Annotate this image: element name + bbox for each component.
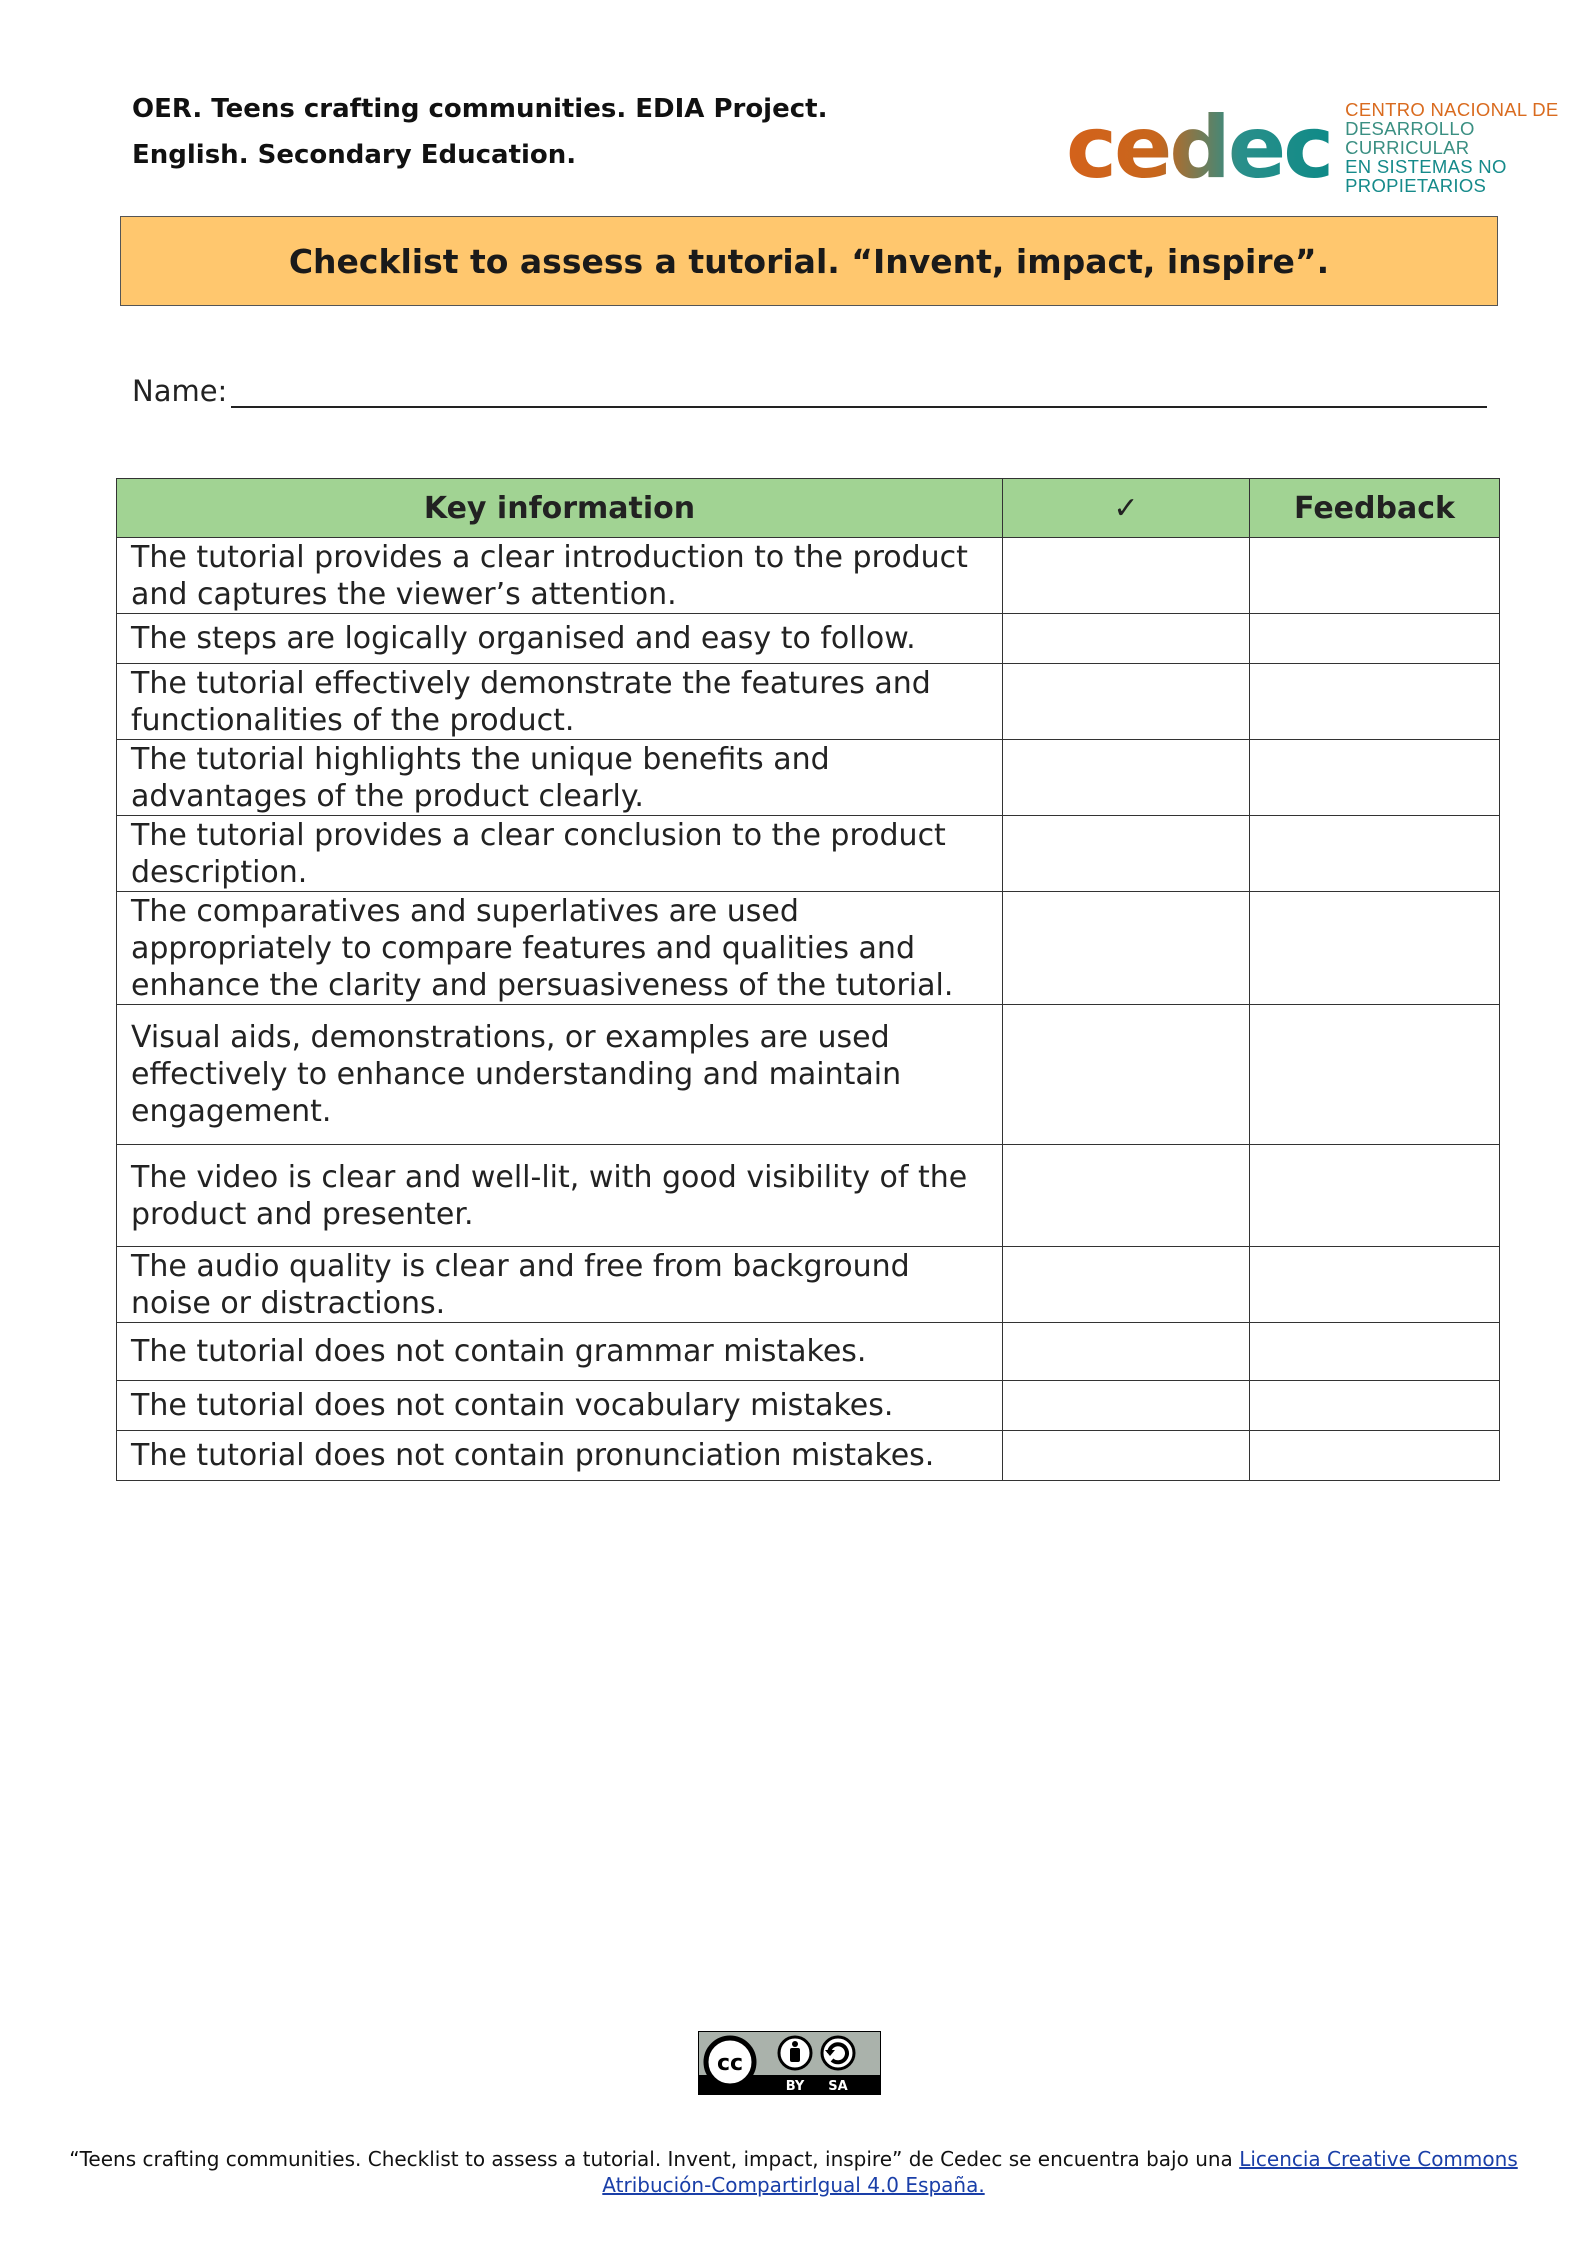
- document-title: Checklist to assess a tutorial. “Invent, impact, inspire”.: [120, 216, 1498, 306]
- feedback-cell[interactable]: [1250, 1323, 1500, 1381]
- cc-label: cc: [716, 2051, 744, 2076]
- check-cell[interactable]: [1003, 740, 1250, 816]
- feedback-cell[interactable]: [1250, 1247, 1500, 1323]
- name-blank-line[interactable]: [231, 376, 1487, 408]
- header-line-2: English. Secondary Education.: [132, 140, 577, 170]
- table-row: [117, 1431, 1500, 1481]
- table-row: [117, 1005, 1500, 1145]
- key-information-cell: The audio quality is clear and free from background noise or distractions.: [117, 1247, 1003, 1323]
- feedback-cell[interactable]: [1250, 816, 1500, 892]
- feedback-cell[interactable]: [1250, 538, 1500, 614]
- key-information-cell: The tutorial provides a clear introduction to the product and captures the viewer’s attention.: [117, 538, 1003, 614]
- header-line-1: OER. Teens crafting communities. EDIA Project.: [132, 94, 828, 124]
- cedec-logo: [1066, 97, 1587, 198]
- feedback-cell[interactable]: [1250, 892, 1500, 1005]
- table-row: [117, 614, 1500, 664]
- name-field: [132, 374, 1487, 408]
- feedback-cell[interactable]: [1250, 1431, 1500, 1481]
- table-row: [117, 740, 1500, 816]
- key-information-cell: The tutorial highlights the unique benefits and advantages of the product clearly.: [117, 740, 1003, 816]
- table-row: [117, 664, 1500, 740]
- sa-label: SA: [828, 2079, 848, 2094]
- license-link-continued[interactable]: Atribución-CompartirIgual 4.0 España.: [602, 2173, 985, 2197]
- table-row: [117, 816, 1500, 892]
- name-label: Name:: [132, 374, 228, 408]
- license-link[interactable]: Licencia Creative Commons: [1239, 2147, 1518, 2171]
- table-header-row: [117, 479, 1500, 538]
- feedback-cell[interactable]: [1250, 664, 1500, 740]
- key-information-cell: The video is clear and well-lit, with good visibility of the product and presenter.: [117, 1145, 1003, 1247]
- key-information-cell: The tutorial provides a clear conclusion to the product description.: [117, 816, 1003, 892]
- key-information-cell: The tutorial does not contain pronunciation mistakes.: [117, 1431, 1003, 1481]
- license-footer: [60, 2146, 1527, 2198]
- check-cell[interactable]: [1003, 614, 1250, 664]
- document-header: [132, 86, 827, 178]
- cc-by-sa-badge-icon[interactable]: [698, 2031, 881, 2095]
- table-row: [117, 892, 1500, 1005]
- check-cell[interactable]: [1003, 538, 1250, 614]
- check-cell[interactable]: [1003, 664, 1250, 740]
- key-information-cell: The tutorial effectively demonstrate the features and functionalities of the product.: [117, 664, 1003, 740]
- table-row: [117, 1381, 1500, 1431]
- feedback-cell[interactable]: [1250, 1145, 1500, 1247]
- key-information-cell: The tutorial does not contain grammar mistakes.: [117, 1323, 1003, 1381]
- footer-text: “Teens crafting communities. Checklist to assess a tutorial. Invent, impact, inspire” de Cedec se encuentra bajo una: [69, 2147, 1233, 2171]
- feedback-cell[interactable]: [1250, 1005, 1500, 1145]
- check-cell[interactable]: [1003, 816, 1250, 892]
- header-check: ✓: [1003, 479, 1250, 538]
- check-cell[interactable]: [1003, 1431, 1250, 1481]
- table-row: [117, 538, 1500, 614]
- key-information-cell: The steps are logically organised and easy to follow.: [117, 614, 1003, 664]
- check-cell[interactable]: [1003, 1381, 1250, 1431]
- feedback-cell[interactable]: [1250, 740, 1500, 816]
- header-key-information: Key information: [117, 479, 1003, 538]
- check-cell[interactable]: [1003, 1323, 1250, 1381]
- check-cell[interactable]: [1003, 892, 1250, 1005]
- checklist-table: [116, 478, 1500, 1481]
- feedback-cell[interactable]: [1250, 1381, 1500, 1431]
- logo-sub-line-3: EN SISTEMAS NO PROPIETARIOS: [1345, 156, 1507, 196]
- check-cell[interactable]: [1003, 1247, 1250, 1323]
- logo-sub-line-2: DESARROLLO CURRICULAR: [1345, 118, 1475, 158]
- feedback-cell[interactable]: [1250, 614, 1500, 664]
- logo-subtitle: [1345, 100, 1587, 195]
- table-row: [117, 1247, 1500, 1323]
- table-row: [117, 1323, 1500, 1381]
- check-cell[interactable]: [1003, 1145, 1250, 1247]
- logo-wordmark: cedec: [1066, 97, 1332, 198]
- logo-sub-line-1: CENTRO NACIONAL DE: [1345, 99, 1559, 120]
- key-information-cell: Visual aids, demonstrations, or examples are used effectively to enhance understanding and maintain engagement.: [117, 1005, 1003, 1145]
- key-information-cell: The comparatives and superlatives are used appropriately to compare features and qualities and enhance the clarity and persuasiveness of the tutorial.: [117, 892, 1003, 1005]
- by-label: BY: [785, 2079, 805, 2094]
- header-feedback: Feedback: [1250, 479, 1500, 538]
- key-information-cell: The tutorial does not contain vocabulary mistakes.: [117, 1381, 1003, 1431]
- check-cell[interactable]: [1003, 1005, 1250, 1145]
- table-row: [117, 1145, 1500, 1247]
